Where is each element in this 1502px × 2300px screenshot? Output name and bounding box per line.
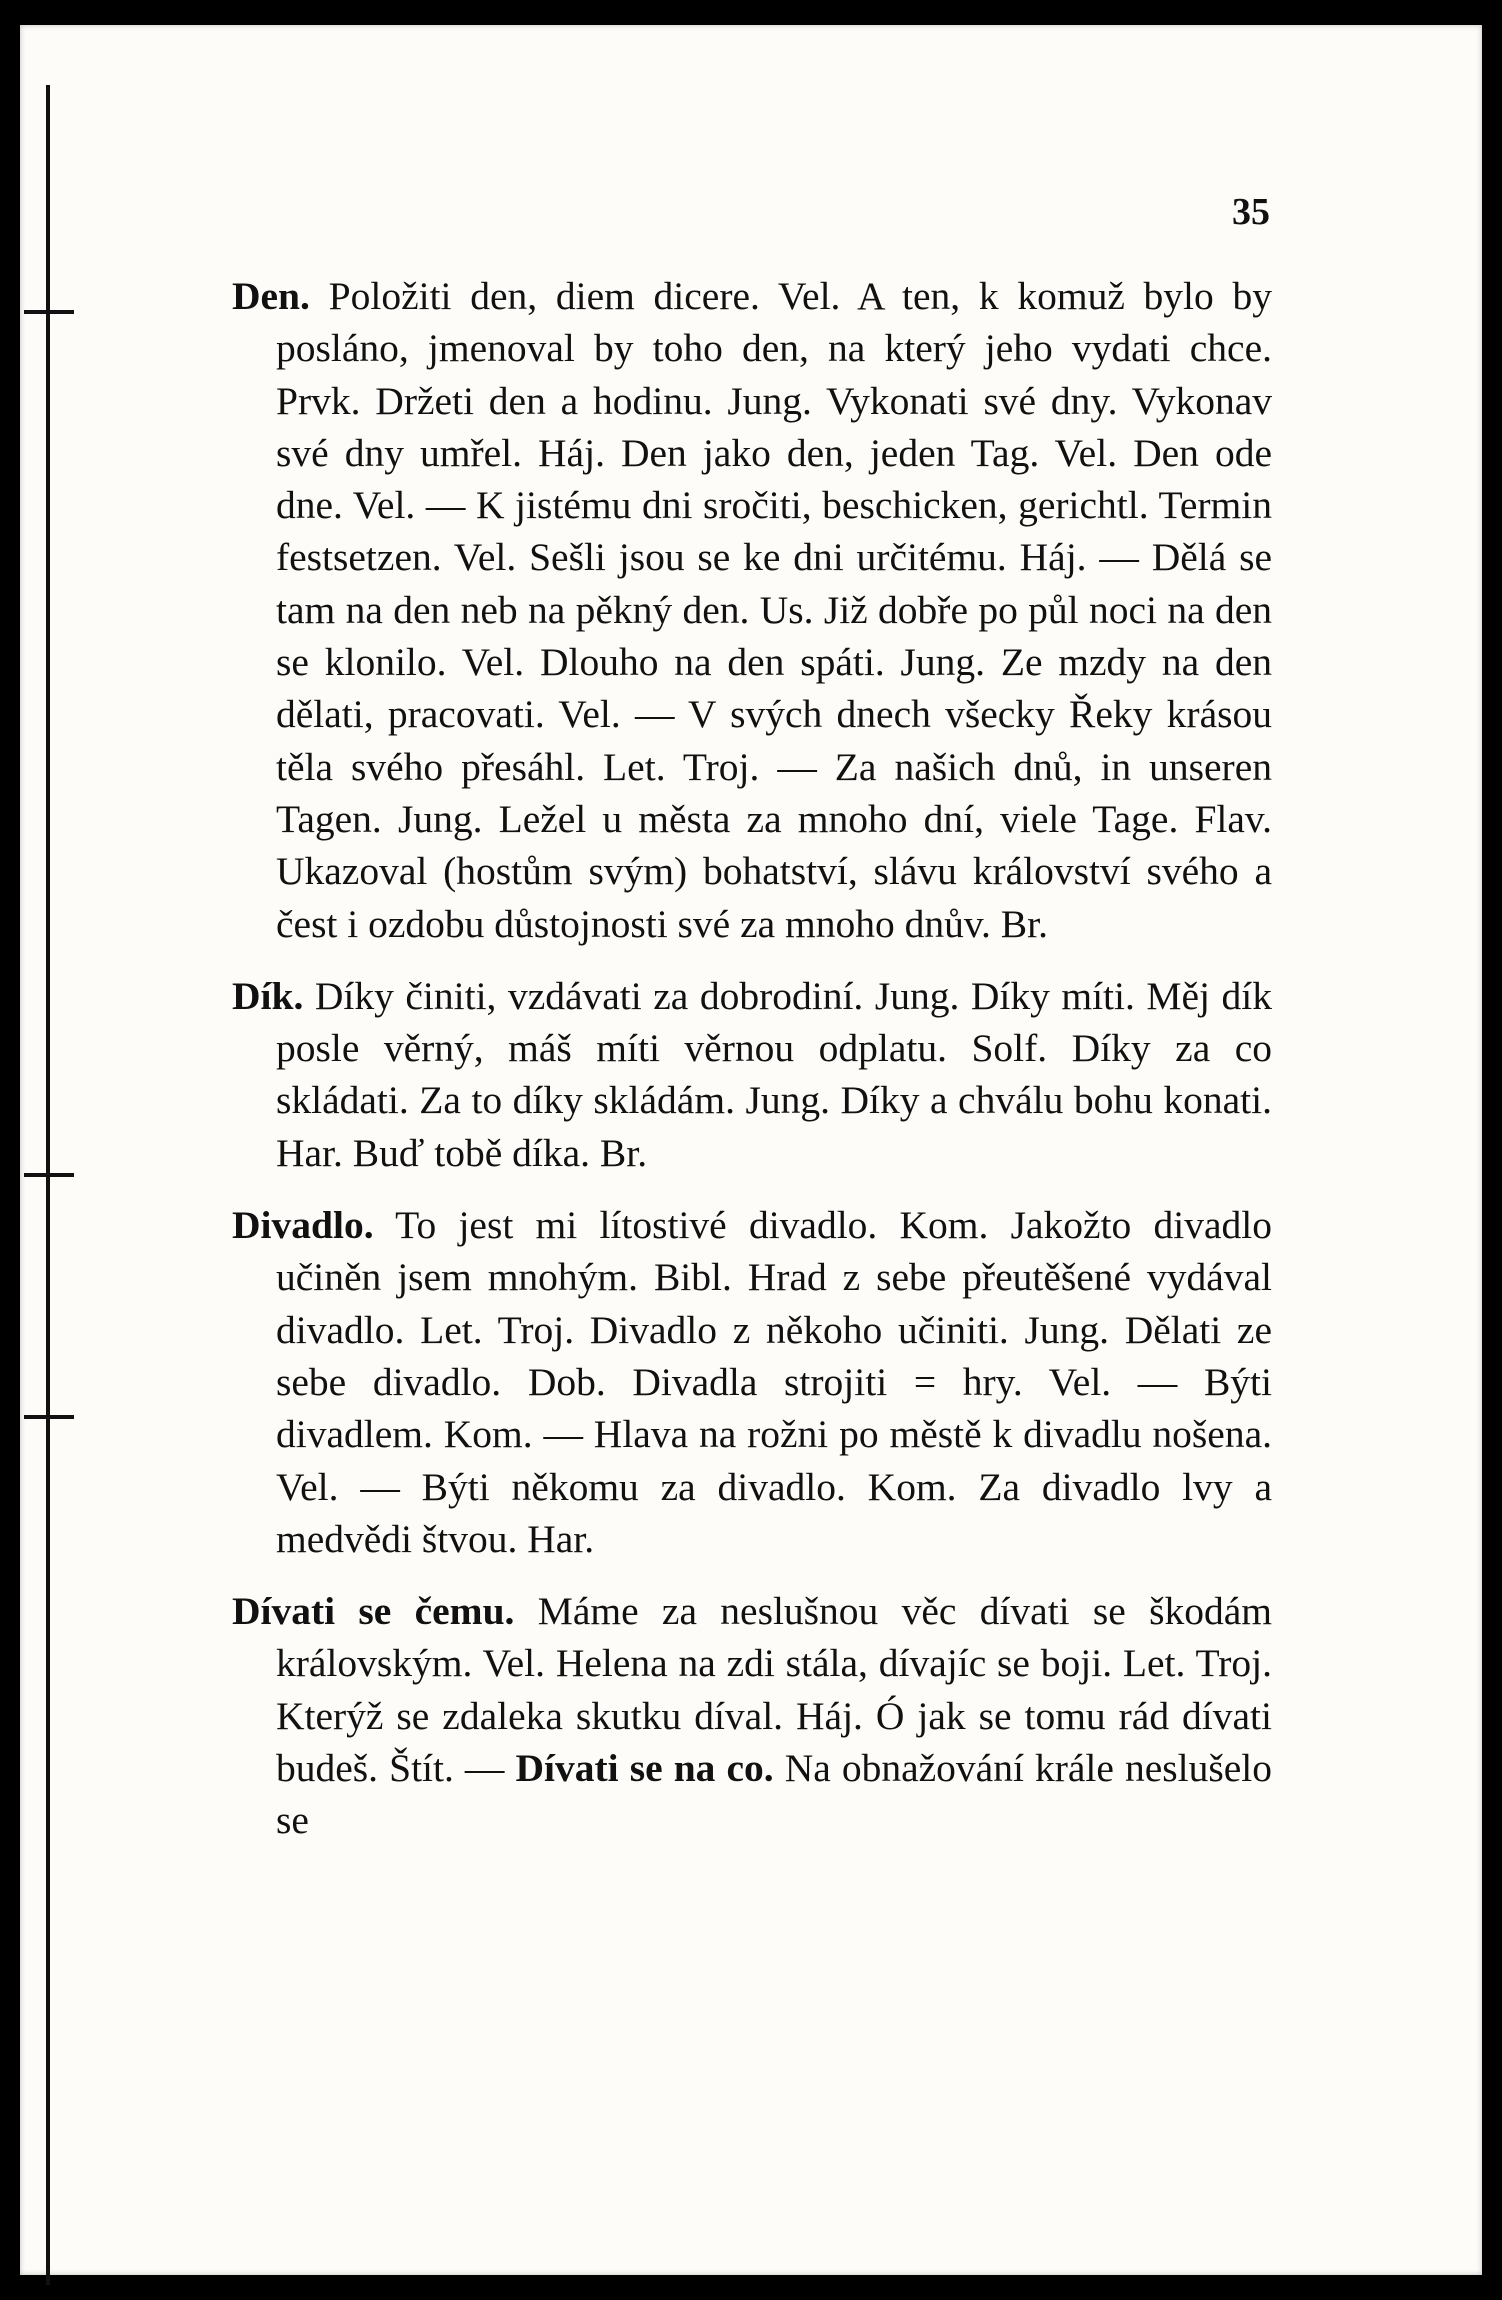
entry-text: Máme za neslušnou věc dívati se škodám královským. Vel. Helena na zdi stála, dívajíc se boji. Let. Troj. Kterýž se zdaleka skutku díval. Háj. Ó jak se tomu rád dívati budeš. Štít. — [276, 1589, 1273, 1791]
headword: Dík. [232, 973, 304, 1018]
page-number: 35 [1232, 191, 1270, 233]
headword: Den. [232, 274, 310, 318]
subheadword: Dívati se na co. [515, 1746, 774, 1791]
headword: Dívati se čemu. [232, 1589, 515, 1634]
headword: Divadlo. [232, 1203, 374, 1248]
entry-divati-se [232, 1585, 1272, 1846]
entry-dik [232, 970, 1272, 1179]
entry-text: Díky činiti, vzdávati za dobrodiní. Jung. Díky míti. Měj dík posle věrný, máš míti věrnou odplatu. Solf. Díky za co skládati. Za to díky skládám. Jung. Díky a chválu bohu konati. Har. Buď tobě díka. Br. [276, 973, 1272, 1175]
entry-divadlo [232, 1199, 1272, 1565]
binding-tick [24, 1415, 74, 1419]
entry-text: To jest mi lítostivé divadlo. Kom. Jakožto divadlo učiněn jsem mnohým. Bibl. Hrad z sebe přeutěšené vydával divadlo. Let. Troj. Divadlo z někoho učiniti. Jung. Dělati ze sebe divadlo. Dob. Divadla strojiti = hry. Vel. — Býti divadlem. Kom. — Hlava na rožni po městě k divadlu nošena. Vel. — Býti někomu za divadlo. Kom. Za divadlo lvy a medvědi štvou. Har. [276, 1203, 1272, 1561]
binding-tick [24, 1173, 74, 1177]
entry-subtext: Na obnažování krále neslušelo se [276, 1746, 1273, 1843]
book-page [20, 25, 1482, 2275]
binding-edge-line [46, 85, 50, 2285]
entry-den [232, 270, 1272, 950]
binding-tick [24, 310, 74, 314]
entry-text: Položiti den, diem dicere. Vel. A ten, k komuž bylo by posláno, jmenoval by toho den, na který jeho vydati chce. Prvk. Držeti den a hodinu. Jung. Vykonati své dny. Vykonav své dny umřel. Háj. Den jako den, jeden Tag. Vel. Den ode dne. Vel. — K jistému dni sročiti, beschicken, gerichtl. Termin festsetzen. Vel. Sešli jsou se ke dni určitému. Háj. — Dělá se tam na den neb na pěkný den. Us. Již dobře po půl noci na den se klonilo. Vel. Dlouho na den spáti. Jung. Ze mzdy na den dělati, pracovati. Vel. — V svých dnech všecky Řeky krásou těla svého přesáhl. Let. Troj. — Za našich dnů, in unseren Tagen. Jung. Ležel u města za mnoho dní, viele Tage. Flav. Ukazoval (hostům svým) bohatství, slávu království svého a čest i ozdobu důstojnosti své za mnoho dnův. Br. [276, 274, 1272, 946]
dictionary-content [232, 270, 1272, 1867]
